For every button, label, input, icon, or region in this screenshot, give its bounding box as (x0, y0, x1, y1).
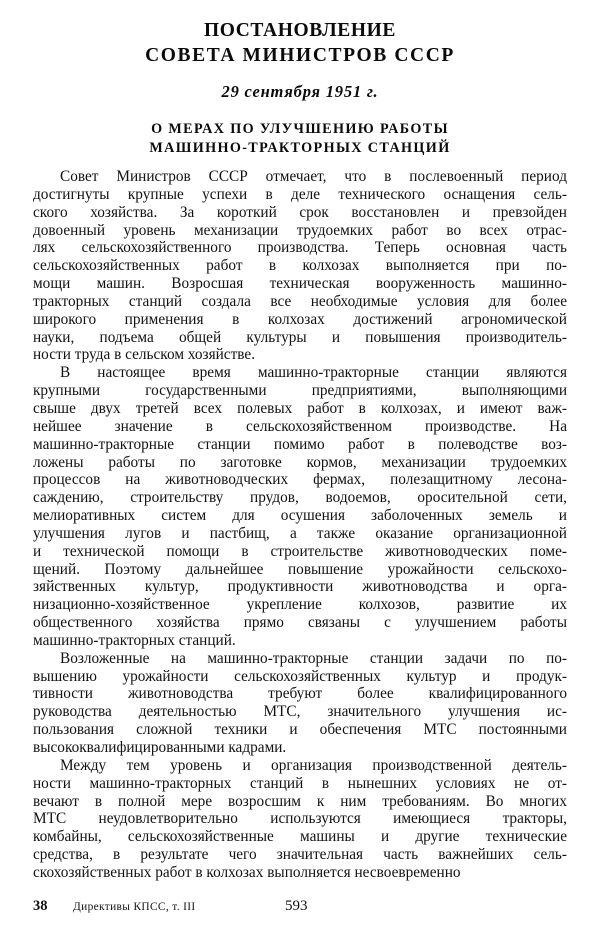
body-line-text: и технической помощи в строительстве животноводческих поме- (33, 542, 567, 560)
body-line (33, 721, 567, 739)
body-line (33, 703, 567, 721)
document-subtitle-line-1: О МЕРАХ ПО УЛУЧШЕНИЮ РАБОТЫ (151, 121, 449, 137)
body-line (33, 293, 567, 311)
body-line-text: свыше двух третей всех полевых работ в колхозах, и имеют важ- (33, 399, 567, 417)
body-line (33, 525, 567, 543)
body-line (33, 596, 567, 614)
document-subtitle (33, 120, 567, 158)
body-line-text: науки, подъема общей культуры и повышения производитель- (33, 328, 567, 346)
page-footer (33, 897, 567, 919)
body-line (33, 382, 567, 400)
body-line-text: довоенный уровень механизации трудоемких работ во всех отрас- (33, 221, 567, 239)
body-line-text: крупными государственными предприятиями, выполняющими (33, 382, 567, 400)
body-line (33, 507, 567, 525)
body-line (33, 757, 567, 775)
body-line-text: Между тем уровень и организация производственной деятель- (60, 756, 567, 774)
body-line (33, 239, 567, 257)
body-line-text: комбайны, сельскохозяйственные машины и другие технические (33, 828, 567, 846)
body-line-text: ского хозяйства. За короткий срок восстановлен и превзойден (33, 203, 567, 221)
body-line (33, 436, 567, 454)
body-line (33, 311, 567, 329)
body-line-text: процессов на животноводческих фермах, полезащитному лесона- (33, 471, 567, 489)
body-line-text: МТС неудовлетворительно используются имеющиеся тракторы, (33, 810, 567, 828)
body-line (33, 364, 567, 382)
body-line-text: вечают в полной мере возросшим к ним требованиям. Во многих (33, 792, 567, 810)
document-title-line-1: ПОСТАНОВЛЕНИЕ (203, 20, 397, 41)
body-line-text: машинно-тракторные станции помимо работ в полеводстве воз- (33, 435, 567, 453)
body-line-text: щений. Поэтому дальнейшее повышение урожайности сельскохо- (33, 560, 567, 578)
body-line-text: ности машинно-тракторных станций в нынешних условиях не от- (33, 774, 567, 792)
body-line (33, 864, 567, 882)
body-line (33, 222, 567, 240)
body-line (33, 614, 567, 632)
body-line (33, 793, 567, 811)
body-line (33, 775, 567, 793)
body-line (33, 186, 567, 204)
body-line-text: лях сельскохозяйственного производства. Теперь основная часть (33, 239, 567, 257)
body-line (33, 828, 567, 846)
heading-block (33, 18, 567, 158)
body-line (33, 810, 567, 828)
body-line-text: мелиоративных систем для осушения заболоченных земель и (33, 507, 567, 525)
body-line-text: Возложенные на машинно-тракторные станции задачи по по- (60, 649, 567, 667)
body-line-text: сельскохозяйственных работ в колхозах выполняется при по- (33, 257, 567, 275)
body-line-text: нейшее значение в сельскохозяйственном производстве. На (33, 417, 567, 435)
body-line (33, 668, 567, 686)
body-line (33, 578, 567, 596)
body-line-text: саждению, строительству прудов, водоемов, оросительной сети, (33, 489, 567, 507)
body-line (33, 454, 567, 472)
document-subtitle-line-2: МАШИННО-ТРАКТОРНЫХ СТАНЦИЙ (149, 140, 451, 156)
body-line-text: тивности животноводства требуют более квалифицированного (33, 685, 567, 703)
body-line-text: мощи машин. Возросшая техническая вооруженность машинно- (33, 275, 567, 293)
body-line-text: Совет Министров СССР отмечает, что в послевоенный период (60, 168, 567, 185)
body-line-text: руководства деятельностью МТС, значительного улучшения ис- (33, 703, 567, 721)
body-line (33, 632, 567, 650)
document-title-line-2: СОВЕТА МИНИСТРОВ СССР (145, 45, 455, 66)
body-line (33, 471, 567, 489)
running-title: Директивы КПСС, т. III (73, 901, 196, 913)
body-line-text: зяйственных культур, продуктивности животноводства и орга- (33, 578, 567, 596)
body-line-text: достигнуты крупные успехи в деле технического оснащения сель- (33, 185, 567, 203)
body-line-text: В настоящее время машинно-тракторные станции являются (60, 364, 567, 382)
body-line (33, 739, 567, 757)
body-line (33, 346, 567, 364)
page-number: 593 (285, 898, 308, 914)
body-line (33, 257, 567, 275)
body-line (33, 418, 567, 436)
body-text (33, 168, 567, 882)
body-line (33, 543, 567, 561)
body-line-text: улучшения лугов и пастбищ, а также оказание организационной (33, 524, 567, 542)
body-line (33, 400, 567, 418)
signature-number: 38 (33, 898, 48, 914)
body-line (33, 561, 567, 579)
body-line (33, 846, 567, 864)
body-line-text: общественного хозяйства прямо связаны с улучшением работы (33, 614, 567, 632)
body-line-text: вышению урожайности сельскохозяйственных культур и продук- (33, 667, 567, 685)
body-line-text: пользования сложной техники и обеспечения МТС постоянными (33, 721, 567, 739)
body-line (33, 685, 567, 703)
document-date: 29 сентября 1951 г. (221, 82, 379, 101)
body-line-text: ложены работы по заготовке кормов, механизации трудоемких (33, 453, 567, 471)
body-line-text: скохозяйственных работ в колхозах выполняется несвоевременно (33, 863, 461, 881)
body-line (33, 329, 567, 347)
body-line-text: ности труда в сельском хозяйстве. (33, 346, 256, 364)
body-line-text: машинно-тракторных станций. (33, 631, 236, 649)
body-line (33, 489, 567, 507)
body-line-text: средства, в результате чего значительная часть важнейших сель- (33, 846, 567, 864)
body-line (33, 275, 567, 293)
body-line-text: низационно-хозяйственное укрепление колхозов, развитие их (33, 596, 567, 614)
body-line (33, 168, 567, 186)
body-line (33, 650, 567, 668)
body-line-text: широкого применения в колхозах достижений агрономической (33, 310, 567, 328)
body-line-text: высококвалифицированными кадрами. (33, 739, 287, 756)
body-line-text: тракторных станций создала все необходимые условия для более (33, 292, 567, 310)
body-line (33, 204, 567, 222)
